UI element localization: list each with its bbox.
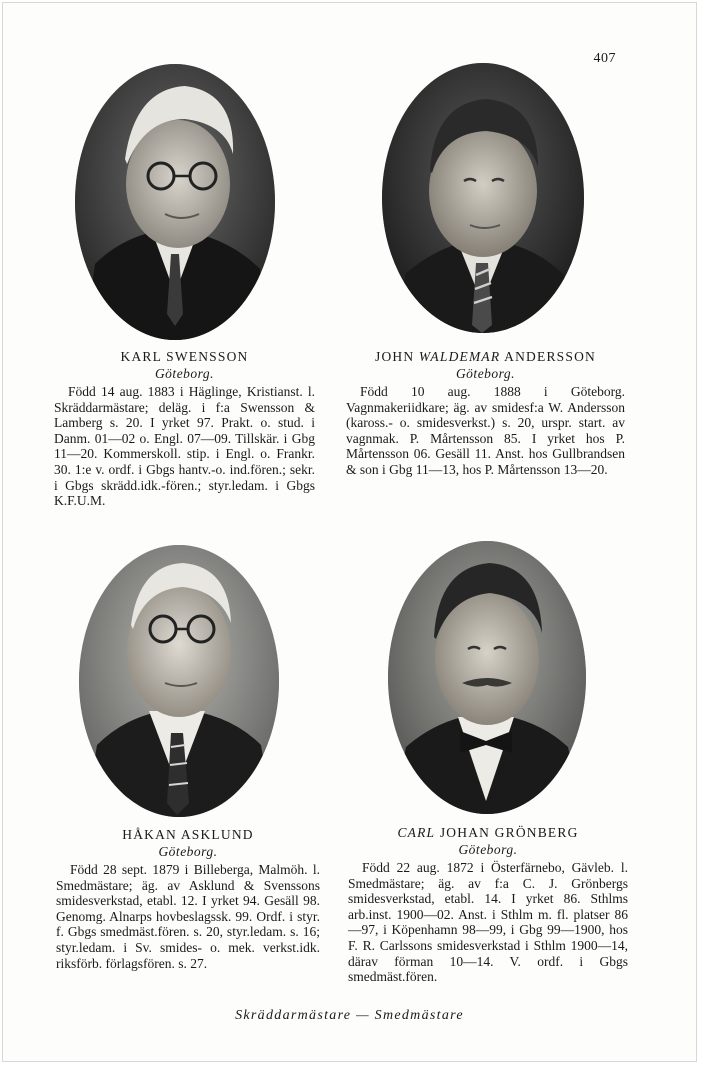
entry-name bbox=[346, 349, 625, 365]
entry-name bbox=[348, 825, 628, 841]
entry-biography: Född 10 aug. 1888 i Göteborg. Vagnmakeriidkare; äg. av smidesf:a W. Andersson (kaross.- o. smidesverkst.) s. 20, urspr. start. av vagnmak. P. Mårtensson 85. I yrket hos P. Mårtensson 06. Gesäll 11. Anst. hos Gullbrandsen & son i Gbg 11—13, hos P. Mårtensson 13—20. bbox=[346, 384, 625, 477]
entry-city: Göteborg. bbox=[154, 366, 215, 381]
entry-name-middle: WALDEMAR bbox=[418, 349, 501, 364]
entry-name-first: CARL bbox=[397, 825, 436, 840]
entry-city: Göteborg. bbox=[158, 844, 218, 859]
entry-carl-johan-gronberg bbox=[348, 825, 628, 985]
entry-biography: Född 14 aug. 1883 i Häglinge, Kristianst. l. Skräddarmästare; deläg. i f:a Swensson & Lamberg s. 20. I yrket 97. Prakt. o. stud. i Danm. 01—02 o. Engl. 07—09. Tillskär. i Gbg 11—20. Kommerskoll. stip. i Engl. o. Frankr. 30. 1:e v. ordf. i Gbgs hantv.-o. ind.fören.; sekr. i Gbgs skrädd.idk.-fören.; styr.ledam. i Gbgs K.F.U.M. bbox=[54, 384, 315, 509]
entry-name: HÅKAN ASKLUND bbox=[122, 827, 254, 842]
entry-karl-swensson bbox=[54, 349, 315, 509]
portrait-john-waldemar-andersson bbox=[382, 63, 584, 333]
entry-biography: Född 28 sept. 1879 i Billeberga, Malmöh. l. Smedmästare; äg. av Asklund & Svenssons smidesverkstad, etabl. 12. I yrket 94. Gesäll 98. Genomg. Alnarps hovbeslagssk. 99. Ordf. i styr. f. Gbgs smedmäst.fören. s. 20, styr.ledam. s. 16; styr.ledam. i Sv. smides- o. mek. verkst.idk. riksförb. förlagsfören. s. 27. bbox=[56, 862, 320, 971]
entry-city: Göteborg. bbox=[455, 366, 516, 381]
entry-name-last: ANDERSSON bbox=[504, 349, 596, 364]
entry-name-first: JOHN bbox=[375, 349, 415, 364]
entry-name-last: JOHAN GRÖNBERG bbox=[439, 825, 579, 840]
entry-name: KARL SWENSSON bbox=[120, 349, 249, 364]
portrait-carl-johan-gronberg bbox=[388, 541, 586, 814]
book-page bbox=[2, 2, 697, 1062]
portrait-karl-swensson bbox=[75, 64, 275, 340]
entry-biography: Född 22 aug. 1872 i Österfärnebo, Gävleb. l. Smedmästare; äg. av f:a C. J. Grönbergs smidesverkstad, etabl. 14. I yrket 86. Sthlms arb.inst. 1900—02. Anst. i Sthlm m. fl. platser 86—97, i Köpenhamn 98—99, i Gbg 99—1900, hos F. R. Carlssons smidesverkstad i Sthlm 1900—14, därav förman 10—14. V. ordf. i Gbgs smedmäst.fören. bbox=[348, 860, 628, 985]
page-footer: Skräddarmästare — Smedmästare bbox=[235, 1008, 464, 1023]
page-number: 407 bbox=[593, 51, 616, 66]
entry-city: Göteborg. bbox=[458, 842, 518, 857]
portrait-hakan-asklund bbox=[79, 545, 279, 817]
entry-hakan-asklund bbox=[56, 827, 320, 971]
entry-john-waldemar-andersson bbox=[346, 349, 625, 478]
